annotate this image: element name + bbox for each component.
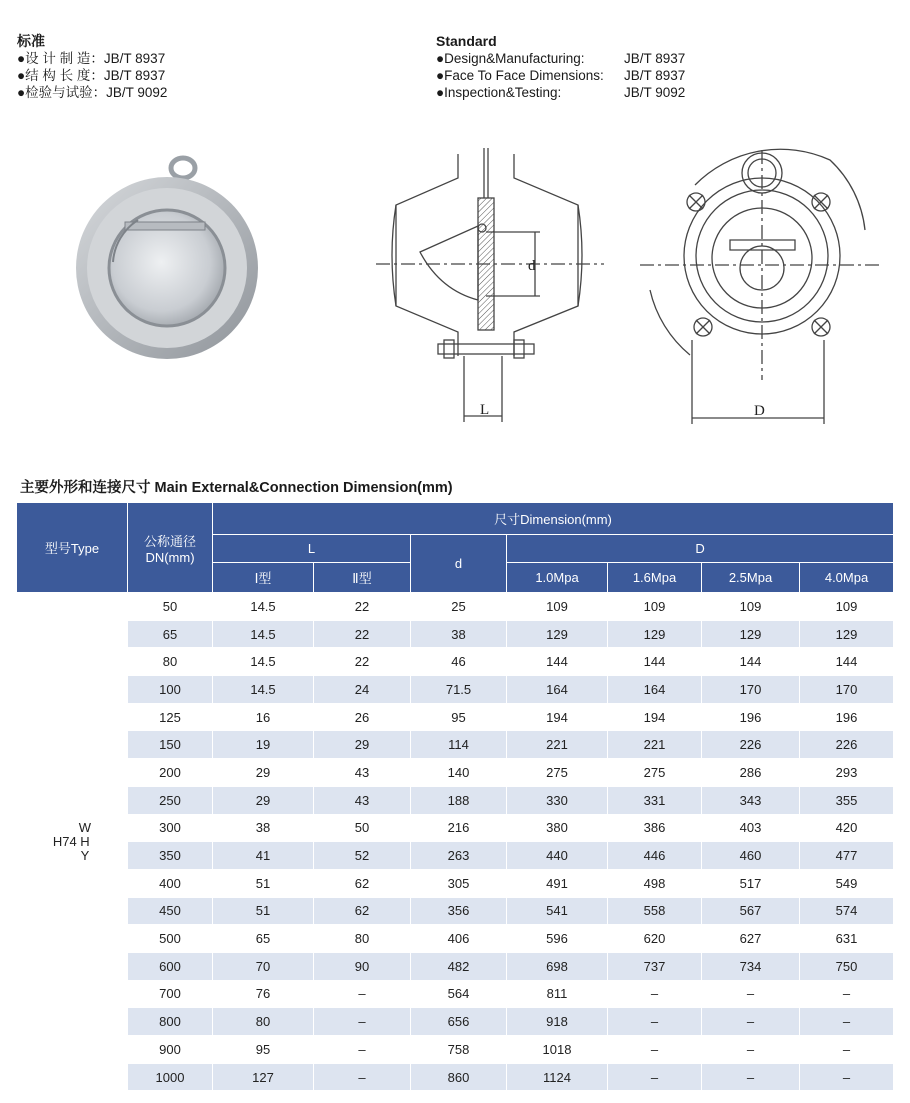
section-title: 主要外形和连接尺寸 Main External&Connection Dimension(mm)	[20, 480, 453, 496]
header-pressure: 2.5Mpa	[702, 563, 800, 593]
table-cell: 80	[128, 648, 213, 676]
table-cell: 343	[702, 786, 800, 814]
table-cell: 90	[314, 952, 411, 980]
header-dn: 公称通径 DN(mm)	[128, 503, 213, 593]
table-cell: 125	[128, 703, 213, 731]
table-cell: 43	[314, 786, 411, 814]
table-cell: 263	[411, 842, 507, 870]
table-cell: 52	[314, 842, 411, 870]
table-cell: 221	[507, 731, 608, 759]
table-cell: 19	[213, 731, 314, 759]
table-row	[17, 1036, 894, 1064]
standard-cn	[17, 33, 167, 101]
model-suffix: W	[78, 819, 92, 835]
table-cell: 76	[213, 980, 314, 1008]
table-cell: 65	[213, 925, 314, 953]
standard-cn-item: ●设 计 制 造：JB/T 8937	[17, 51, 166, 66]
table-cell: –	[314, 1036, 411, 1064]
table-cell: 331	[608, 786, 702, 814]
table-cell: 758	[411, 1036, 507, 1064]
table-cell: –	[800, 980, 894, 1008]
table-cell: 95	[213, 1036, 314, 1064]
header-pressure: 1.6Mpa	[608, 563, 702, 593]
header-dimension: 尺寸Dimension(mm)	[213, 503, 894, 535]
header-L: L	[213, 535, 411, 563]
table-cell: 80	[213, 1008, 314, 1036]
table-cell: 596	[507, 925, 608, 953]
table-cell: 196	[800, 703, 894, 731]
table-cell: 24	[314, 676, 411, 704]
table-cell: 14.5	[213, 593, 314, 621]
table-cell: –	[314, 1008, 411, 1036]
table-cell: 355	[800, 786, 894, 814]
table-cell: 226	[702, 731, 800, 759]
table-cell: 631	[800, 925, 894, 953]
table-row	[17, 952, 894, 980]
table-cell: 305	[411, 869, 507, 897]
table-cell: 29	[213, 759, 314, 787]
table-cell: 129	[702, 620, 800, 648]
table-cell: 1018	[507, 1036, 608, 1064]
table-cell: 170	[702, 676, 800, 704]
table-cell: 460	[702, 842, 800, 870]
table-row	[17, 1063, 894, 1091]
standard-en	[436, 33, 685, 101]
table-cell: 22	[314, 593, 411, 621]
table-cell: 737	[608, 952, 702, 980]
table-cell: 100	[128, 676, 213, 704]
table-cell: 498	[608, 869, 702, 897]
table-cell: 700	[128, 980, 213, 1008]
table-cell: 200	[128, 759, 213, 787]
table-cell: 71.5	[411, 676, 507, 704]
header-pressure: 1.0Mpa	[507, 563, 608, 593]
table-row	[17, 620, 894, 648]
table-cell: 350	[128, 842, 213, 870]
table-cell: 574	[800, 897, 894, 925]
table-cell: –	[608, 1063, 702, 1091]
table-row	[17, 814, 894, 842]
table-cell: 109	[702, 593, 800, 621]
table-cell: 22	[314, 620, 411, 648]
table-cell: 800	[128, 1008, 213, 1036]
table-cell: 29	[213, 786, 314, 814]
table-cell: 65	[128, 620, 213, 648]
table-cell: 129	[608, 620, 702, 648]
table-cell: 300	[128, 814, 213, 842]
table-row	[17, 676, 894, 704]
table-cell: 144	[608, 648, 702, 676]
table-cell: 386	[608, 814, 702, 842]
table-cell: 734	[702, 952, 800, 980]
header-d: d	[411, 535, 507, 593]
table-cell: 221	[608, 731, 702, 759]
table-cell: –	[702, 1008, 800, 1036]
table-cell: 541	[507, 897, 608, 925]
table-cell: 216	[411, 814, 507, 842]
table-cell: 482	[411, 952, 507, 980]
header-type: 型号Type	[17, 503, 128, 593]
table-cell: –	[314, 980, 411, 1008]
table-cell: 114	[411, 731, 507, 759]
table-cell: –	[800, 1036, 894, 1064]
table-cell: 900	[128, 1036, 213, 1064]
model-suffix: H	[80, 833, 90, 849]
valve-section-drawing	[376, 148, 604, 422]
standard-en-item: ●Face To Face Dimensions: JB/T 8937	[436, 68, 686, 83]
valve-photo	[76, 158, 258, 359]
table-cell: –	[314, 1063, 411, 1091]
table-cell: 62	[314, 897, 411, 925]
table-cell: 38	[213, 814, 314, 842]
table-row	[17, 593, 894, 621]
table-cell: 380	[507, 814, 608, 842]
table-cell: 188	[411, 786, 507, 814]
table-cell: 194	[507, 703, 608, 731]
table-cell: 600	[128, 952, 213, 980]
table-cell: 620	[608, 925, 702, 953]
table-cell: 420	[800, 814, 894, 842]
table-cell: 1000	[128, 1063, 213, 1091]
table-cell: 250	[128, 786, 213, 814]
table-cell: 46	[411, 648, 507, 676]
table-cell: 70	[213, 952, 314, 980]
table-cell: 750	[800, 952, 894, 980]
model-suffix: Y	[80, 847, 90, 863]
table-cell: 80	[314, 925, 411, 953]
table-cell: 564	[411, 980, 507, 1008]
table-cell: 477	[800, 842, 894, 870]
standard-en-title: Standard	[436, 33, 497, 49]
standard-cn-item: ●结 构 长 度：JB/T 8937	[17, 68, 166, 83]
header-D: D	[507, 535, 894, 563]
table-cell: 25	[411, 593, 507, 621]
table-cell: 144	[702, 648, 800, 676]
table-cell: 127	[213, 1063, 314, 1091]
table-cell: 43	[314, 759, 411, 787]
table-row	[17, 980, 894, 1008]
dimension-table	[16, 502, 894, 1091]
table-cell: 150	[128, 731, 213, 759]
table-cell: 170	[800, 676, 894, 704]
table-cell: 14.5	[213, 620, 314, 648]
table-cell: 22	[314, 648, 411, 676]
table-cell: 627	[702, 925, 800, 953]
table-cell: 549	[800, 869, 894, 897]
table-cell: –	[800, 1063, 894, 1091]
table-cell: –	[702, 1063, 800, 1091]
table-cell: 196	[702, 703, 800, 731]
header-L-type1: Ⅰ型	[213, 563, 314, 593]
table-cell: 440	[507, 842, 608, 870]
table-cell: –	[608, 1036, 702, 1064]
table-cell: 62	[314, 869, 411, 897]
table-cell: 194	[608, 703, 702, 731]
table-cell: –	[702, 1036, 800, 1064]
standard-en-item: ●Design&Manufacturing: JB/T 8937	[436, 51, 686, 66]
table-cell: 226	[800, 731, 894, 759]
table-row	[17, 1008, 894, 1036]
table-row	[17, 869, 894, 897]
table-cell: 16	[213, 703, 314, 731]
header-pressure: 4.0Mpa	[800, 563, 894, 593]
table-cell: 330	[507, 786, 608, 814]
table-cell: 811	[507, 980, 608, 1008]
table-cell: 400	[128, 869, 213, 897]
table-cell: 558	[608, 897, 702, 925]
standard-cn-title: 标准	[17, 33, 45, 49]
table-cell: 286	[702, 759, 800, 787]
table-cell: 293	[800, 759, 894, 787]
table-cell: 860	[411, 1063, 507, 1091]
table-row	[17, 786, 894, 814]
table-cell: 517	[702, 869, 800, 897]
table-cell: 698	[507, 952, 608, 980]
table-cell: 144	[507, 648, 608, 676]
standard-en-item: ●Inspection&Testing: JB/T 9092	[436, 85, 686, 100]
table-cell: 1124	[507, 1063, 608, 1091]
table-cell: 275	[608, 759, 702, 787]
table-cell: –	[608, 1008, 702, 1036]
label-D: D	[754, 403, 765, 419]
table-row	[17, 897, 894, 925]
table-cell: 38	[411, 620, 507, 648]
table-cell: 26	[314, 703, 411, 731]
table-cell: 14.5	[213, 648, 314, 676]
table-cell: 164	[608, 676, 702, 704]
table-cell: 140	[411, 759, 507, 787]
table-cell: 403	[702, 814, 800, 842]
table-cell: –	[800, 1008, 894, 1036]
header-L-type2: Ⅱ型	[314, 563, 411, 593]
model-prefix: H74	[52, 834, 77, 850]
table-row	[17, 925, 894, 953]
label-L: L	[480, 402, 490, 418]
table-cell: 450	[128, 897, 213, 925]
table-cell: 129	[507, 620, 608, 648]
valve-drawings	[0, 140, 910, 440]
table-cell: 41	[213, 842, 314, 870]
table-cell: 51	[213, 897, 314, 925]
standard-cn-item: ●检验与试验：JB/T 9092	[17, 85, 168, 100]
table-cell: 275	[507, 759, 608, 787]
table-cell: 500	[128, 925, 213, 953]
table-cell: 109	[608, 593, 702, 621]
table-cell: 109	[507, 593, 608, 621]
table-cell: 491	[507, 869, 608, 897]
table-cell: 29	[314, 731, 411, 759]
table-cell: 567	[702, 897, 800, 925]
table-row	[17, 648, 894, 676]
table-cell: 406	[411, 925, 507, 953]
table-cell: –	[608, 980, 702, 1008]
table-cell: 356	[411, 897, 507, 925]
table-cell: 918	[507, 1008, 608, 1036]
model-type-cell	[17, 593, 128, 1091]
table-cell: 109	[800, 593, 894, 621]
table-cell: 129	[800, 620, 894, 648]
table-cell: 50	[314, 814, 411, 842]
table-cell: –	[702, 980, 800, 1008]
table-cell: 51	[213, 869, 314, 897]
valve-front-drawing	[640, 149, 880, 424]
table-cell: 144	[800, 648, 894, 676]
table-cell: 164	[507, 676, 608, 704]
table-cell: 95	[411, 703, 507, 731]
table-cell: 50	[128, 593, 213, 621]
label-d: d	[528, 258, 536, 274]
table-cell: 14.5	[213, 676, 314, 704]
table-row	[17, 759, 894, 787]
table-row	[17, 842, 894, 870]
table-cell: 656	[411, 1008, 507, 1036]
table-row	[17, 731, 894, 759]
table-cell: 446	[608, 842, 702, 870]
table-row	[17, 703, 894, 731]
